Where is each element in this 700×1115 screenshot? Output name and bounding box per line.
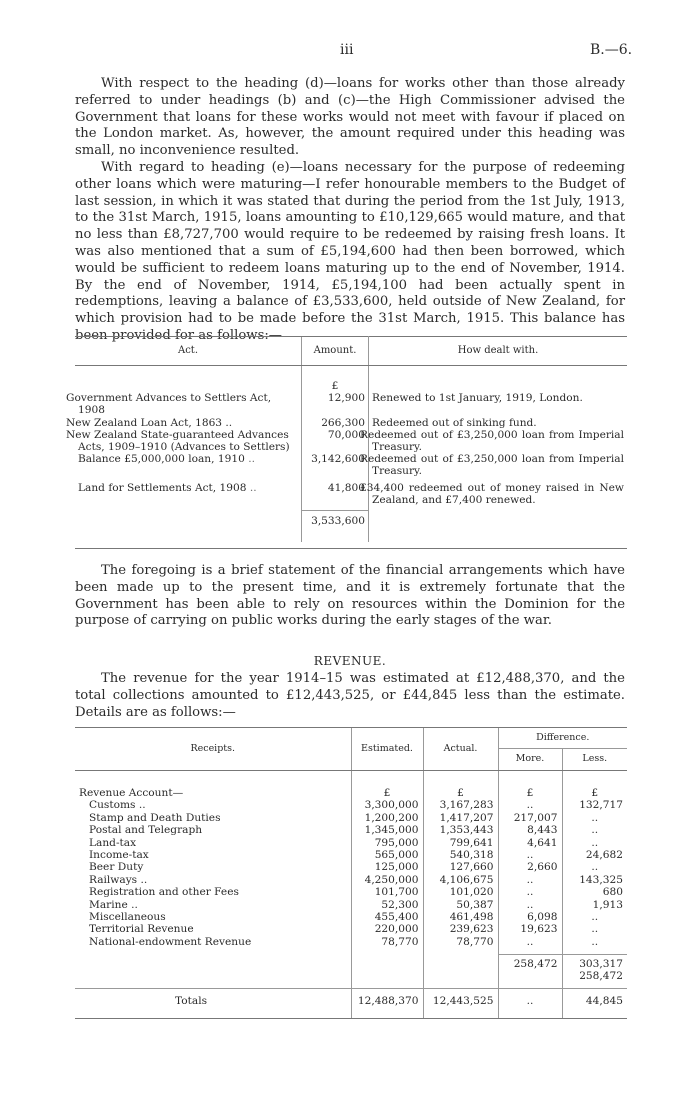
receipt-less: 132,717 bbox=[562, 799, 627, 811]
receipt-name: Stamp and Death Duties bbox=[89, 811, 221, 824]
table-row bbox=[75, 923, 627, 935]
loan-leader-dots: .. bbox=[249, 481, 257, 494]
loan-act: Balance £5,000,000 loan, 1910 bbox=[78, 453, 245, 466]
table-row bbox=[75, 874, 627, 886]
loan-amount: 12,900 bbox=[302, 392, 369, 416]
receipt-name: Beer Duty bbox=[89, 861, 144, 874]
loan-act: Land for Settlements Act, 1908 bbox=[78, 481, 247, 494]
receipt-estimated: 220,000 bbox=[351, 923, 423, 935]
receipt-actual: 4,106,675 bbox=[423, 874, 498, 886]
subtotal-more: 258,472 bbox=[498, 954, 562, 970]
revenue-heading: REVENUE. bbox=[313, 654, 387, 668]
receipt-less: .. bbox=[562, 824, 627, 836]
receipt-less: .. bbox=[562, 861, 627, 873]
receipt-more: 8,443 bbox=[498, 824, 562, 836]
receipt-estimated: 4,250,000 bbox=[351, 874, 423, 886]
receipt-name: Postal and Telegraph bbox=[89, 824, 203, 837]
currency-symbol: £ bbox=[423, 787, 498, 799]
receipt-less: 1,913 bbox=[562, 899, 627, 911]
revenue-table bbox=[75, 727, 627, 1019]
loan-act: New Zealand State-guaranteed Advances Acts, 1909–1910 (Advances to Settlers) bbox=[66, 428, 290, 454]
totals-more: .. bbox=[498, 988, 562, 1015]
receipt-less: .. bbox=[562, 923, 627, 935]
paragraph-loans-d: With respect to the heading (d)—loans for works other than those already referred to under headings (b) and (c)—the High Commissioner advised the Government that loans for these works would not meet with favour if placed on the London market. As, however, the amount required under this heading was small, no inconvenience resulted. bbox=[75, 76, 625, 159]
loan-act: New Zealand Loan Act, 1863 .. bbox=[66, 416, 233, 429]
receipt-more: .. bbox=[498, 874, 562, 886]
table-row bbox=[75, 417, 627, 429]
page-number: iii bbox=[340, 42, 354, 58]
receipt-less: .. bbox=[562, 936, 627, 948]
receipt-name: Registration and other Fees bbox=[89, 886, 239, 899]
table-row bbox=[75, 861, 627, 873]
table-row bbox=[75, 453, 627, 477]
receipt-more: .. bbox=[498, 936, 562, 948]
loan-amount: 3,142,600 bbox=[302, 453, 369, 477]
totals-label: Totals bbox=[175, 995, 208, 1008]
receipt-more: 2,660 bbox=[498, 861, 562, 873]
revenue-header-less: Less. bbox=[562, 749, 627, 771]
loans-header-how: How dealt with. bbox=[369, 337, 628, 366]
table-row bbox=[75, 812, 627, 824]
receipt-estimated: 78,770 bbox=[351, 936, 423, 948]
receipt-name: Miscellaneous bbox=[89, 911, 166, 924]
table-row bbox=[75, 482, 627, 506]
loans-total: 3,533,600 bbox=[302, 510, 369, 532]
loan-how: £34,400 redeemed out of money raised in New Zealand, and £7,400 renewed. bbox=[360, 481, 624, 506]
table-row bbox=[75, 899, 627, 911]
revenue-section-label: Revenue Account— bbox=[79, 787, 184, 799]
revenue-header-actual: Actual. bbox=[423, 728, 498, 771]
receipt-more: 19,623 bbox=[498, 923, 562, 935]
receipt-estimated: 101,700 bbox=[351, 886, 423, 898]
receipt-actual: 78,770 bbox=[423, 936, 498, 948]
receipt-estimated: 3,300,000 bbox=[351, 799, 423, 811]
currency-symbol: £ bbox=[498, 787, 562, 799]
table-row bbox=[75, 799, 627, 811]
receipt-actual: 50,387 bbox=[423, 899, 498, 911]
loan-act: Government Advances to Settlers Act, 1908 bbox=[66, 392, 272, 417]
loans-header-amount: Amount. bbox=[302, 337, 369, 366]
receipt-actual: 799,641 bbox=[423, 837, 498, 849]
loans-header-act: Act. bbox=[75, 337, 302, 366]
receipt-more: 217,007 bbox=[498, 812, 562, 824]
subtotal-less-offset: 258,472 bbox=[562, 970, 627, 982]
revenue-header-estimated: Estimated. bbox=[351, 728, 423, 771]
revenue-header-more: More. bbox=[498, 749, 562, 771]
revenue-header-difference: Difference. bbox=[498, 728, 627, 749]
paragraph-foregoing: The foregoing is a brief statement of the financial arrangements which have been made up to the present time, and it is extremely fortunate that the Government has been able to rely on resources within the Dominion for the purpose of carrying on public works during the early stages of the war. bbox=[75, 563, 625, 629]
loan-how: Renewed to 1st January, 1919, London. bbox=[372, 392, 583, 405]
table-bottom-rule bbox=[75, 548, 627, 549]
receipt-actual: 461,498 bbox=[423, 911, 498, 923]
receipt-name: Marine .. bbox=[89, 898, 138, 911]
totals-actual: 12,443,525 bbox=[423, 988, 498, 1015]
receipt-estimated: 1,200,200 bbox=[351, 812, 423, 824]
receipt-estimated: 1,345,000 bbox=[351, 824, 423, 836]
receipt-more: .. bbox=[498, 799, 562, 811]
receipt-more: .. bbox=[498, 886, 562, 898]
receipt-estimated: 455,400 bbox=[351, 911, 423, 923]
receipt-name: Income-tax bbox=[89, 849, 149, 862]
loan-how: Redeemed out of £3,250,000 loan from Imperial Treasury. bbox=[360, 428, 624, 454]
totals-estimated: 12,488,370 bbox=[351, 988, 423, 1015]
loan-how: Redeemed out of £3,250,000 loan from Imperial Treasury. bbox=[360, 453, 624, 478]
loan-act-cell bbox=[75, 453, 302, 477]
receipt-name: Customs .. bbox=[89, 799, 146, 812]
receipt-estimated: 125,000 bbox=[351, 861, 423, 873]
table-row bbox=[75, 911, 627, 923]
receipt-more: 6,098 bbox=[498, 911, 562, 923]
receipt-actual: 1,353,443 bbox=[423, 824, 498, 836]
receipt-estimated: 795,000 bbox=[351, 837, 423, 849]
receipt-less: .. bbox=[562, 812, 627, 824]
loans-table bbox=[66, 336, 627, 542]
totals-label-cell bbox=[75, 988, 351, 1015]
loan-leader-dots: .. bbox=[248, 453, 255, 466]
revenue-header-receipts: Receipts. bbox=[75, 728, 351, 771]
receipt-actual: 3,167,283 bbox=[423, 799, 498, 811]
receipt-actual: 239,623 bbox=[423, 923, 498, 935]
receipt-more: 4,641 bbox=[498, 837, 562, 849]
loan-amount: 41,800 bbox=[302, 482, 369, 506]
currency-symbol: £ bbox=[351, 787, 423, 799]
currency-symbol: £ bbox=[562, 787, 627, 799]
loan-amount: 266,300 bbox=[302, 417, 369, 429]
table-row bbox=[75, 824, 627, 836]
subtotal-less: 303,317 bbox=[562, 954, 627, 970]
totals-row bbox=[75, 988, 627, 1015]
table-row bbox=[75, 849, 627, 861]
receipt-name: Railways .. bbox=[89, 873, 148, 886]
receipt-more: .. bbox=[498, 899, 562, 911]
loans-currency: £ bbox=[302, 380, 369, 392]
receipt-actual: 1,417,207 bbox=[423, 812, 498, 824]
table-row bbox=[75, 837, 627, 849]
receipt-less: 680 bbox=[562, 886, 627, 898]
page-header bbox=[0, 42, 700, 62]
paragraph-revenue: The revenue for the year 1914–15 was estimated at £12,488,370, and the total collections amounted to £12,443,525, or £44,845 less than the estimate. Details are as follows:— bbox=[75, 671, 625, 720]
receipt-name: Territorial Revenue bbox=[89, 923, 194, 936]
receipt-less: 143,325 bbox=[562, 874, 627, 886]
loan-how: Redeemed out of sinking fund. bbox=[372, 416, 537, 429]
table-row bbox=[75, 429, 627, 453]
table-row bbox=[75, 886, 627, 898]
receipt-more: .. bbox=[498, 849, 562, 861]
receipt-less: 24,682 bbox=[562, 849, 627, 861]
receipt-name: Land-tax bbox=[89, 836, 137, 849]
receipt-actual: 101,020 bbox=[423, 886, 498, 898]
receipt-estimated: 565,000 bbox=[351, 849, 423, 861]
receipt-actual: 540,318 bbox=[423, 849, 498, 861]
receipt-estimated: 52,300 bbox=[351, 899, 423, 911]
table-row bbox=[75, 936, 627, 948]
receipt-actual: 127,660 bbox=[423, 861, 498, 873]
paragraph-loans-e: With regard to heading (e)—loans necessary for the purpose of redeeming other loans which were maturing—I refer honourable members to the Budget of last session, in which it was stated that during the period from the 1st July, 1913, to the 31st March, 1915, loans amounting to £10,129,665 would mature, and that no less than £8,727,700 would require to be redeemed by raising fresh loans. It was also mentioned that a sum of £5,194,600 had then been borrowed, which would be sufficient to redeem loans maturing up to the end of November, 1914. By the end of November, 1914, £5,194,100 had been actually spent in redemptions, leaving a balance of £3,533,600, held outside of New Zealand, for which provision had to be made before the 31st March, 1915. This balance has been provided for as follows:— bbox=[75, 160, 625, 343]
loan-act-cell bbox=[75, 482, 302, 506]
receipt-name: National-endowment Revenue bbox=[89, 935, 252, 948]
totals-less: 44,845 bbox=[562, 988, 627, 1015]
loan-amount: 70,000 bbox=[302, 429, 369, 453]
table-row bbox=[75, 392, 627, 416]
receipt-less: .. bbox=[562, 911, 627, 923]
receipt-less: .. bbox=[562, 837, 627, 849]
paper-reference: B.—6. bbox=[590, 42, 633, 58]
